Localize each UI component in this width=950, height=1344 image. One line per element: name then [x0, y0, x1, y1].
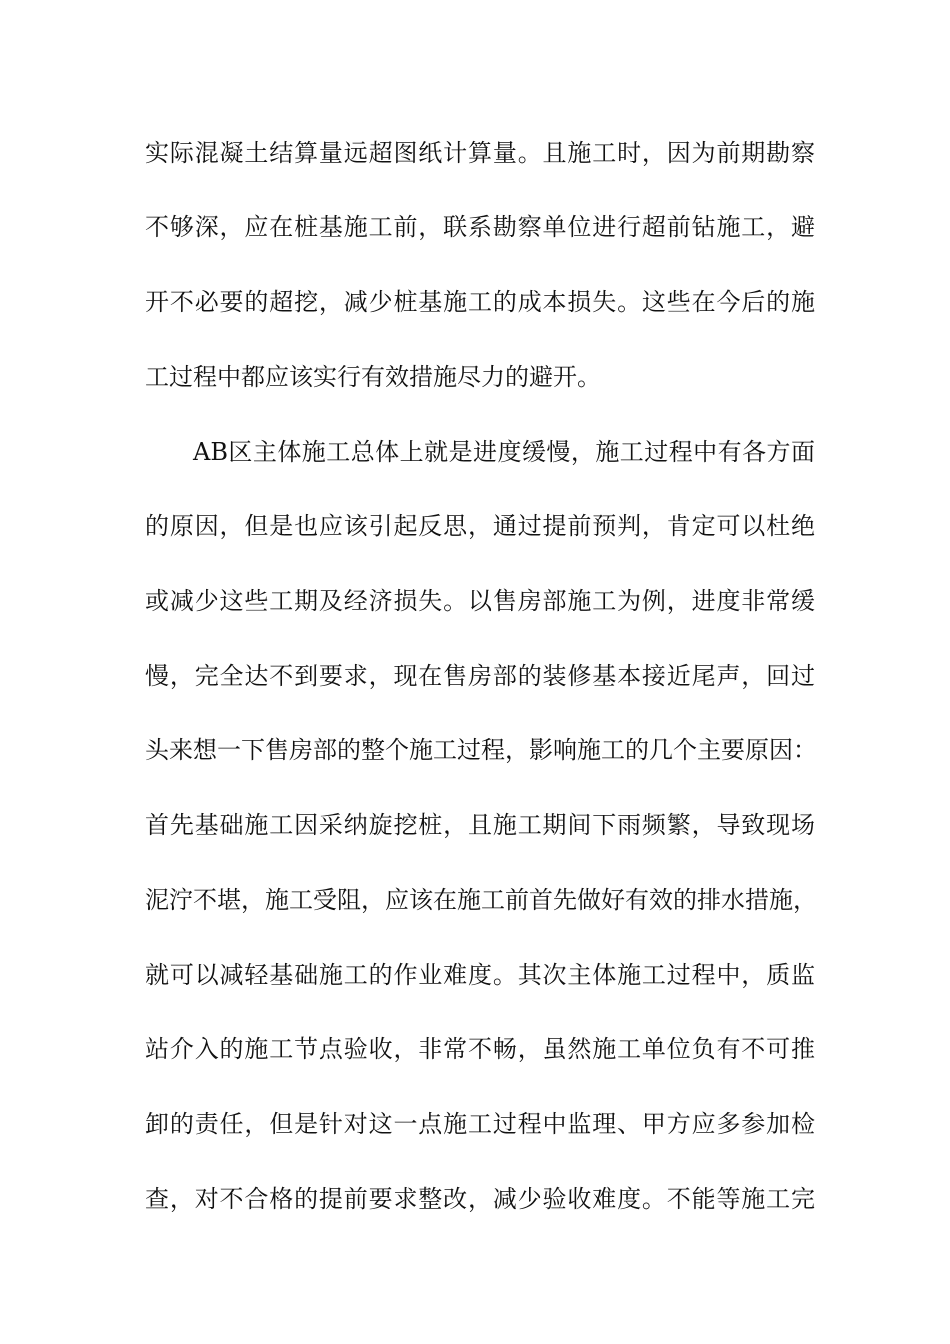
text-line-11: 泥泞不堪，施工受阻，应该在施工前首先做好有效的排水措施，: [145, 886, 817, 914]
text-line-2: 不够深，应在桩基施工前，联系勘察单位进行超前钻施工，避: [145, 213, 815, 241]
text-line-10: 首先基础施工因采纳旋挖桩，且施工期间下雨频繁，导致现场: [145, 811, 815, 839]
text-line-15: 查，对不合格的提前要求整改，减少验收难度。不能等施工完: [145, 1185, 815, 1213]
text-line-13: 站介入的施工节点验收，非常不畅，虽然施工单位负有不可推: [145, 1035, 815, 1063]
text-line-3: 开不必要的超挖，减少桩基施工的成本损失。这些在今后的施: [145, 288, 815, 316]
text-line-7: 或减少这些工期及经济损失。以售房部施工为例，进度非常缓: [145, 587, 815, 615]
text-line-1: 实际混凝土结算量远超图纸计算量。且施工时，因为前期勘察: [145, 139, 815, 167]
text-line-9: 头来想一下售房部的整个施工过程，影响施工的几个主要原因：: [145, 736, 817, 764]
text-line-8: 慢，完全达不到要求，现在售房部的装修基本接近尾声，回过: [145, 662, 815, 690]
text-line-14: 卸的责任，但是针对这一点施工过程中监理、甲方应多参加检: [145, 1110, 815, 1138]
text-line-12: 就可以减轻基础施工的作业难度。其次主体施工过程中，质监: [145, 961, 815, 989]
text-line-6: 的原因，但是也应该引起反思，通过提前预判，肯定可以杜绝: [145, 512, 815, 540]
text-line-5: AB区主体施工总体上就是进度缓慢，施工过程中有各方面: [193, 438, 815, 466]
text-line-4: 工过程中都应该实行有效措施尽力的避开。: [145, 363, 601, 391]
